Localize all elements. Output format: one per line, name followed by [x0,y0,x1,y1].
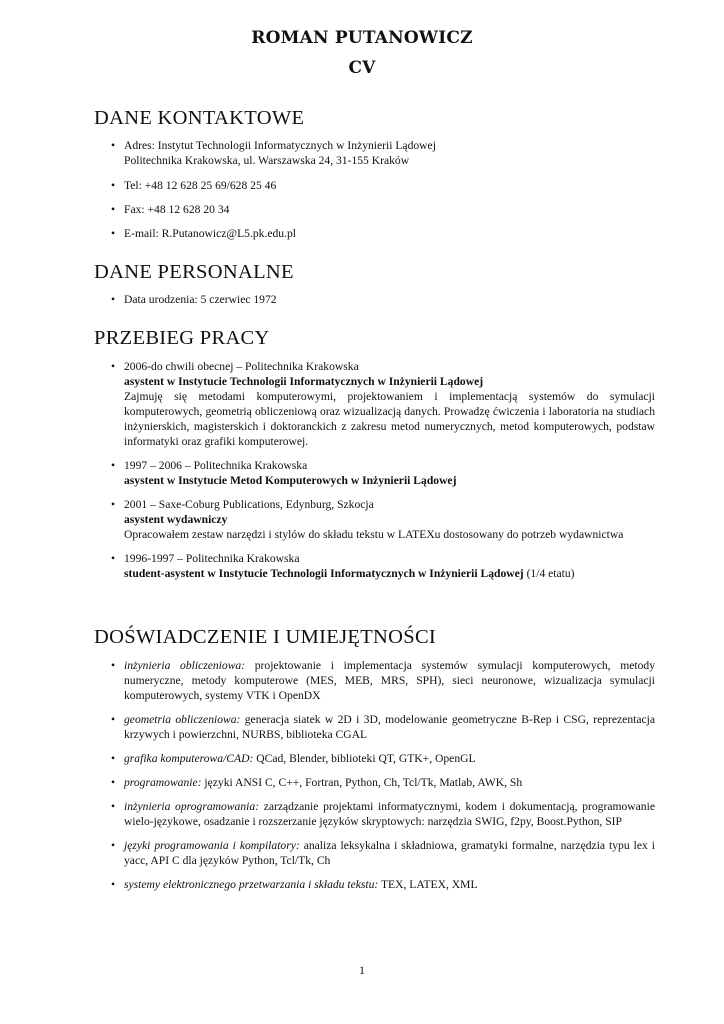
bullet-icon: • [111,659,116,672]
contact-tel: • Tel: +48 12 628 25 69/628 25 46 [111,179,277,192]
bullet-icon: • [111,878,116,891]
contact-address: • Adres: Instytut Technologii Informatycznych w Inżynierii Lądowej Politechnika Krakowska, ul. Warszawska 24, 31-155 Kraków [111,139,436,167]
bullet-icon: • [111,498,116,511]
skill-text: generacja siatek w 2D i 3D, modelowanie geometryczne B-Rep i CSG, reprezentacja krzywych i powierzchni, NURBS, biblioteka CGAL [124,713,655,741]
work-role-suffix: (1/4 etatu) [523,567,575,580]
work-period: 2006-do chwili obecnej – Politechnika Krakowska [124,360,359,373]
bullet-icon: • [111,293,116,306]
skill-item [110,712,655,742]
work-period: 1997 – 2006 – Politechnika Krakowska [124,459,308,472]
contact-email: • E-mail: R.Putanowicz@L5.pk.edu.pl [111,227,296,240]
bullet-icon: • [111,552,116,565]
work-description: Zajmuję się metodami komputerowymi, projektowaniem i implementacją systemów do symulacji komputerowych, geometrią obliczeniową oraz wizualizacją danych. Prowadzę ćwiczenia i laboratoria na studiach inżynierskich, magisterskich i doktoranckich z zakresu metod numerycznych, metod komputerowych, podstaw informatyki oraz grafiki komputerowej. [124,390,655,448]
work-role: student-asystent w Instytucie Technologii Informatycznych w Inżynierii Lądowej [124,567,524,580]
skill-label: inżynieria oprogramowania: [124,800,260,813]
section-work-heading: PRZEBIEG PRACY [94,327,270,349]
bullet-icon: • [111,227,116,240]
skill-item [110,751,655,766]
work-period: 1996-1997 – Politechnika Krakowska [124,552,300,565]
skills-list [110,658,655,892]
skill-text: QCad, Blender, biblioteki QT, GTK+, OpenGL [253,752,476,765]
contact-fax: • Fax: +48 12 628 20 34 [111,203,230,216]
skill-label: inżynieria obliczeniowa: [124,659,246,672]
skill-item [110,799,655,829]
skill-label: programowanie: [124,776,202,789]
skill-text: zarządzanie projektami informatycznymi, kodem i dokumentacją, programowanie wielo-językowe, osadzanie i rozszerzanie języków skryptowych: narzędzia SWIG, f2py, Boost.Python, SIP [124,800,655,828]
bullet-icon: • [111,360,116,373]
work-period: 2001 – Saxe-Coburg Publications, Edynburg, Szkocja [124,498,374,511]
bullet-icon: • [111,459,116,472]
skill-item [110,775,655,790]
work-role: asystent wydawniczy [124,513,228,526]
skill-text: projektowanie i implementacja systemów symulacji komputerowych, metody numeryczne, metody komputerowe (MES, MEB, MRS, SPH), sieci neuronowe, wizualizacja symulacji komputerowych, systemy VTK i OpenDX [124,659,655,702]
bullet-icon: • [111,752,116,765]
bullet-icon: • [111,139,116,152]
skill-item [110,658,655,703]
work-role: asystent w Instytucie Technologii Informatycznych w Inżynierii Lądowej [124,375,484,388]
page-number: 1 [359,963,365,977]
personal-list [110,292,655,307]
skill-item [110,877,655,892]
skill-text: analiza leksykalna i składniowa, gramatyki formalne, narzędzia typu lex i yacc, API C dla języków Python, Tcl/Tk, Ch [124,839,655,867]
bullet-icon: • [111,839,116,852]
skill-text: języki ANSI C, C++, Fortran, Python, Ch, Tcl/Tk, Matlab, AWK, Sh [201,776,523,789]
bullet-icon: • [111,179,116,192]
contact-list [110,138,655,241]
work-item [110,458,655,488]
personal-birthdate: • Data urodzenia: 5 czerwiec 1972 [111,293,277,306]
skill-label: systemy elektronicznego przetwarzania i składu tekstu: [124,878,379,891]
bullet-icon: • [111,203,116,216]
skill-label: języki programowania i kompilatory: [124,839,300,852]
skill-label: grafika komputerowa/CAD: [124,752,254,765]
section-personal-heading: DANE PERSONALNE [94,261,294,283]
section-skills-heading: DOŚWIADCZENIE I UMIEJĘTNOŚCI [94,626,437,648]
bullet-icon: • [111,776,116,789]
work-description: Opracowałem zestaw narzędzi i stylów do składu tekstu w LATEXu dostosowany do potrzeb wydawnictwa [124,528,624,541]
bullet-icon: • [111,713,116,726]
work-item [110,551,655,581]
work-role: asystent w Instytucie Metod Komputerowych w Inżynierii Lądowej [124,474,457,487]
skill-item [110,838,655,868]
skill-label: geometria obliczeniowa: [124,713,241,726]
work-item [110,359,655,449]
cv-author-name: ROMAN PUTANOWICZ [251,28,473,48]
work-list [110,359,655,581]
bullet-icon: • [111,800,116,813]
skill-text: TEX, LATEX, XML [378,878,478,891]
section-contact-heading: DANE KONTAKTOWE [94,107,305,129]
work-item [110,497,655,542]
cv-doc-title: CV [348,58,376,78]
